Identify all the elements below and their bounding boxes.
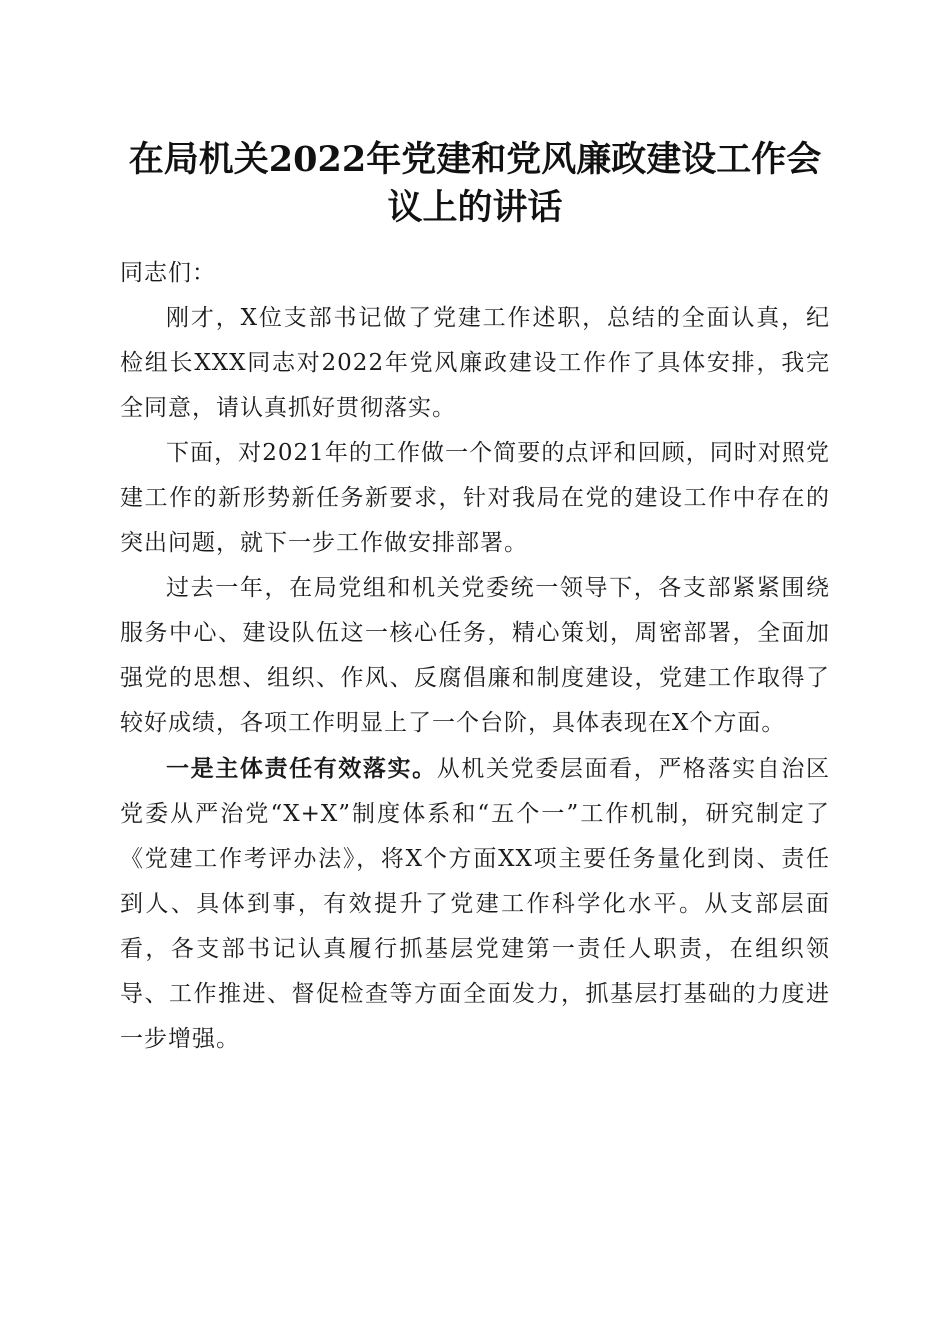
title-line-2: 议上的讲话 — [387, 187, 563, 228]
paragraph-review: 过去一年，在局党组和机关党委统一领导下，各支部紧紧围绕服务中心、建设队伍这一核心任务，精心策划，周密部署，全面加强党的思想、组织、作风、反腐倡廉和制度建设，党建工作取得了较好成绩，各项工作明显上了一个台阶，具体表现在X个方面。 — [120, 575, 830, 736]
point-1-text: 从机关党委层面看，严格落实自治区党委从严治党“X+X”制度体系和“五个一”工作机制，研究制定了《党建工作考评办法》，将X个方面XX项主要任务量化到岗、责任到人、具体到事，有效提升了党建工作科学化水平。从支部层面看，各支部书记认真履行抓基层党建第一责任人职责，在组织领导、工作推进、督促检查等方面全面发力，抓基层打基础的力度进一步增强。 — [120, 756, 831, 1052]
document-title — [100, 136, 850, 232]
title-line-1: 在局机关2022年党建和党风廉政建设工作会 — [128, 139, 822, 180]
speech-body — [120, 251, 830, 1062]
paragraph-overview: 下面，对2021年的工作做一个简要的点评和回顾，同时对照党建工作的新形势新任务新要求，针对我局在党的建设工作中存在的突出问题，就下一步工作做安排部署。 — [120, 440, 830, 556]
point-1-lead: 一是主体责任有效落实。 — [166, 755, 437, 782]
paragraph-point-1 — [120, 746, 830, 1062]
paragraph-opening: 刚才，X位支部书记做了党建工作述职，总结的全面认真，纪检组长XXX同志对2022年党风廉政建设工作作了具体安排，我完全同意，请认真抓好贯彻落实。 — [120, 305, 830, 421]
salutation: 同志们： — [120, 260, 216, 286]
